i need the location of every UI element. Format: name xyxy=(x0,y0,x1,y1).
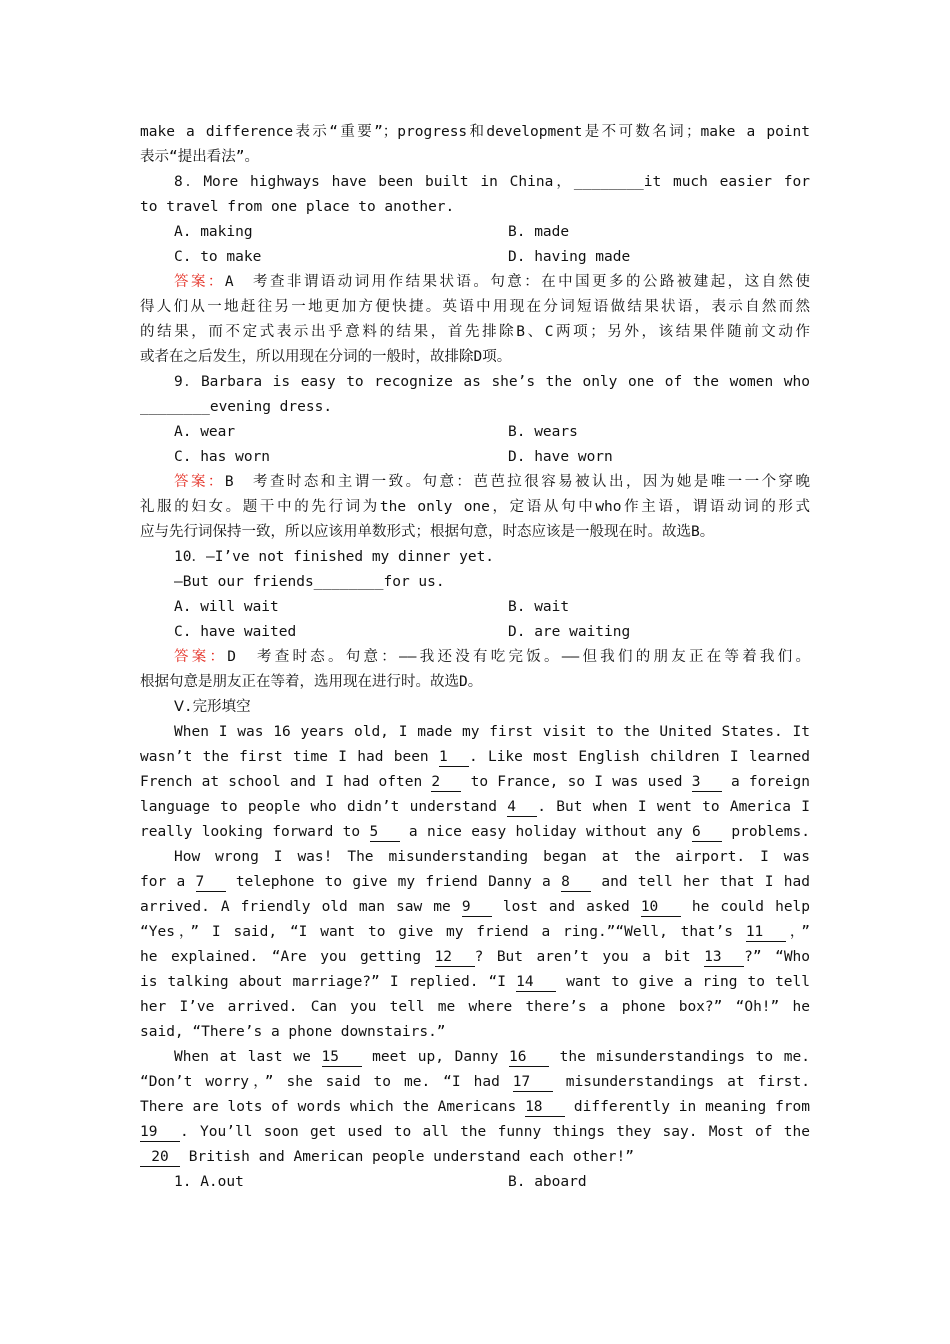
passage-text: language to people who didn’t understand xyxy=(140,799,508,815)
passage-line xyxy=(174,1045,810,1070)
option-d: D. having made xyxy=(508,249,631,265)
passage-text: misunderstandings at first. xyxy=(552,1074,810,1090)
passage-text: There are lots of words which the Americans xyxy=(140,1099,526,1115)
passage-line xyxy=(140,870,810,895)
passage-text: and tell her that I had xyxy=(591,874,810,890)
section-heading: Ⅴ.完形填空 xyxy=(174,699,251,715)
passage-line xyxy=(174,845,810,870)
passage-line xyxy=(140,770,810,795)
blank-number: 2 xyxy=(431,773,461,792)
answer-text: 的结果，而不定式表示出乎意料的结果，首先排除B、C两项；另外，该结果伴随前文动作 xyxy=(140,324,810,340)
passage-line xyxy=(174,720,810,745)
option-b: B. aboard xyxy=(508,1174,587,1190)
passage-text: When I was 16 years old, I made my first visit to the United States. It xyxy=(174,724,810,740)
passage-line xyxy=(140,1070,810,1095)
text-line: make a difference表示“重要”；progress和development是不可数名词；make a point xyxy=(140,124,810,140)
answer-text: 礼服的妇女。题干中的先行词为the only one，定语从句中who作主语，谓语动词的形式 xyxy=(140,499,810,515)
blank-number: 8 xyxy=(561,873,591,892)
option-a: A. will wait xyxy=(174,599,279,615)
passage-text: “Yes，” I said, “I want to give my friend a ring.”“Well, that’s xyxy=(140,924,746,940)
option-c: C. to make xyxy=(174,249,262,265)
option-d: D. are waiting xyxy=(508,624,631,640)
blank-number: 3 xyxy=(692,773,722,792)
blank-number: 1 xyxy=(439,748,469,767)
blank-number: 5 xyxy=(370,823,400,842)
question-9: 9．Barbara is easy to recognize as she’s the only one of the women who xyxy=(174,374,810,390)
blank-number: 18 xyxy=(525,1098,565,1117)
passage-text: . You’ll soon get used to all the funny things they say. Most of the xyxy=(180,1124,810,1140)
question-10-cont: —But our friends________for us. xyxy=(174,574,445,590)
answer-text: 应与先行词保持一致，所以应该用单数形式；根据句意，时态应该是一般现在时。故选B。 xyxy=(140,524,715,540)
blank-number: 9 xyxy=(462,898,492,917)
passage-text: a nice easy holiday without any xyxy=(399,824,693,840)
option-c: C. has worn xyxy=(174,449,271,465)
passage-text: . Like most English children I learned xyxy=(468,749,810,765)
passage-text: telephone to give my friend Danny a xyxy=(225,874,562,890)
question-8-cont: to travel from one place to another. xyxy=(140,199,455,215)
passage-text: ，” xyxy=(785,924,810,940)
passage-line xyxy=(140,820,810,845)
answer-label: 答案： xyxy=(174,649,228,665)
passage-text: meet up, Danny xyxy=(361,1049,509,1065)
blank-number: 11 xyxy=(746,923,786,942)
passage-text: How wrong I was! The misunderstanding began at the airport. I was xyxy=(174,849,810,865)
passage-text: the misunderstandings to me. xyxy=(549,1049,810,1065)
passage-text: problems. xyxy=(722,824,810,840)
passage-text: want to give a ring to tell xyxy=(556,974,810,990)
passage-line xyxy=(140,1145,810,1170)
passage-line xyxy=(140,1020,810,1045)
blank-number: 14 xyxy=(516,973,556,992)
option-c: C. have waited xyxy=(174,624,297,640)
text-line: 表示“提出看法”。 xyxy=(140,149,259,165)
blank-number: 15 xyxy=(322,1048,362,1067)
blank-number: 13 xyxy=(704,948,744,967)
passage-text: he explained. “Are you getting xyxy=(140,949,435,965)
blank-number: 10 xyxy=(641,898,681,917)
blank-number: 6 xyxy=(692,823,722,842)
answer-label: 答案： xyxy=(174,274,225,290)
passage-text: When at last we xyxy=(174,1049,322,1065)
passage-line xyxy=(140,945,810,970)
answer-text: 根据句意是朋友正在等着，选用现在进行时。故选D。 xyxy=(140,674,483,690)
passage-text: to France, so I was used xyxy=(461,774,692,790)
blank-number: 12 xyxy=(435,948,475,967)
option-a: A. wear xyxy=(174,424,236,440)
passage-text: really looking forward to xyxy=(140,824,370,840)
passage-text: her I’ve arrived. Can you tell me where there’s a phone box?” “Oh!” he xyxy=(140,999,810,1015)
passage-line xyxy=(140,1120,810,1145)
passage-text: a foreign xyxy=(721,774,810,790)
answer-label: 答案： xyxy=(174,474,225,490)
passage-line xyxy=(140,745,810,770)
blank-number: 17 xyxy=(513,1073,553,1092)
answer-8: 答案：A 考查非谓语动词用作结果状语。句意：在中国更多的公路被建起，这自然使 xyxy=(174,274,810,290)
option-b: B. made xyxy=(508,224,570,240)
passage-text: British and American people understand each other!” xyxy=(180,1149,634,1165)
option-b: B. wait xyxy=(508,599,570,615)
option-a: 1. A.out xyxy=(174,1174,244,1190)
passage-line xyxy=(140,920,810,945)
option-a: A. making xyxy=(174,224,253,240)
answer-text: 得人们从一地赶往另一地更加方便快捷。英语中用现在分词短语做结果状语，表示自然而然 xyxy=(140,299,810,315)
passage-text: he could help xyxy=(691,899,810,915)
passage-text: ? But aren’t you a bit xyxy=(474,949,705,965)
question-9-cont: ________evening dress. xyxy=(140,399,333,415)
passage-line xyxy=(140,1095,810,1120)
passage-text: ?” “Who xyxy=(744,949,810,965)
passage-text: said, “There’s a phone downstairs.” xyxy=(140,1024,446,1040)
passage-text: lost and asked xyxy=(491,899,641,915)
blank-number: 19 xyxy=(140,1123,180,1142)
option-d: D. have worn xyxy=(508,449,613,465)
blank-number: 7 xyxy=(196,873,226,892)
answer-9: 答案：B 考查时态和主谓一致。句意：芭芭拉很容易被认出，因为她是唯一一个穿晚 xyxy=(174,474,810,490)
answer-10: 答案：D 考查时态。句意：——我还没有吃完饭。——但我们的朋友正在等着我们。 xyxy=(174,649,810,665)
passage-line xyxy=(140,970,810,995)
passage-text: for a xyxy=(140,874,196,890)
passage-line xyxy=(140,895,810,920)
answer-text: 或者在之后发生，所以用现在分词的一般时，故排除D项。 xyxy=(140,349,512,365)
passage-text: arrived. A friendly old man saw me xyxy=(140,899,462,915)
blank-number: 4 xyxy=(507,798,537,817)
passage-text: . But when I went to America I xyxy=(537,799,810,815)
question-8: 8．More highways have been built in China，________it much easier for xyxy=(174,174,810,190)
passage-text: French at school and I had often xyxy=(140,774,432,790)
passage-text: wasn’t the first time I had been xyxy=(140,749,439,765)
passage-text: differently in meaning from xyxy=(565,1099,810,1115)
passage-line xyxy=(140,995,810,1020)
option-b: B. wears xyxy=(508,424,578,440)
passage-line xyxy=(140,795,810,820)
blank-number: 16 xyxy=(509,1048,549,1067)
blank-number: 20 xyxy=(140,1148,180,1167)
passage-text: “Don’t worry，” she said to me. “I had xyxy=(140,1074,513,1090)
question-10: 10．—I’ve not finished my dinner yet. xyxy=(174,549,495,565)
passage-text: is talking about marriage?” I replied. “I xyxy=(140,974,517,990)
